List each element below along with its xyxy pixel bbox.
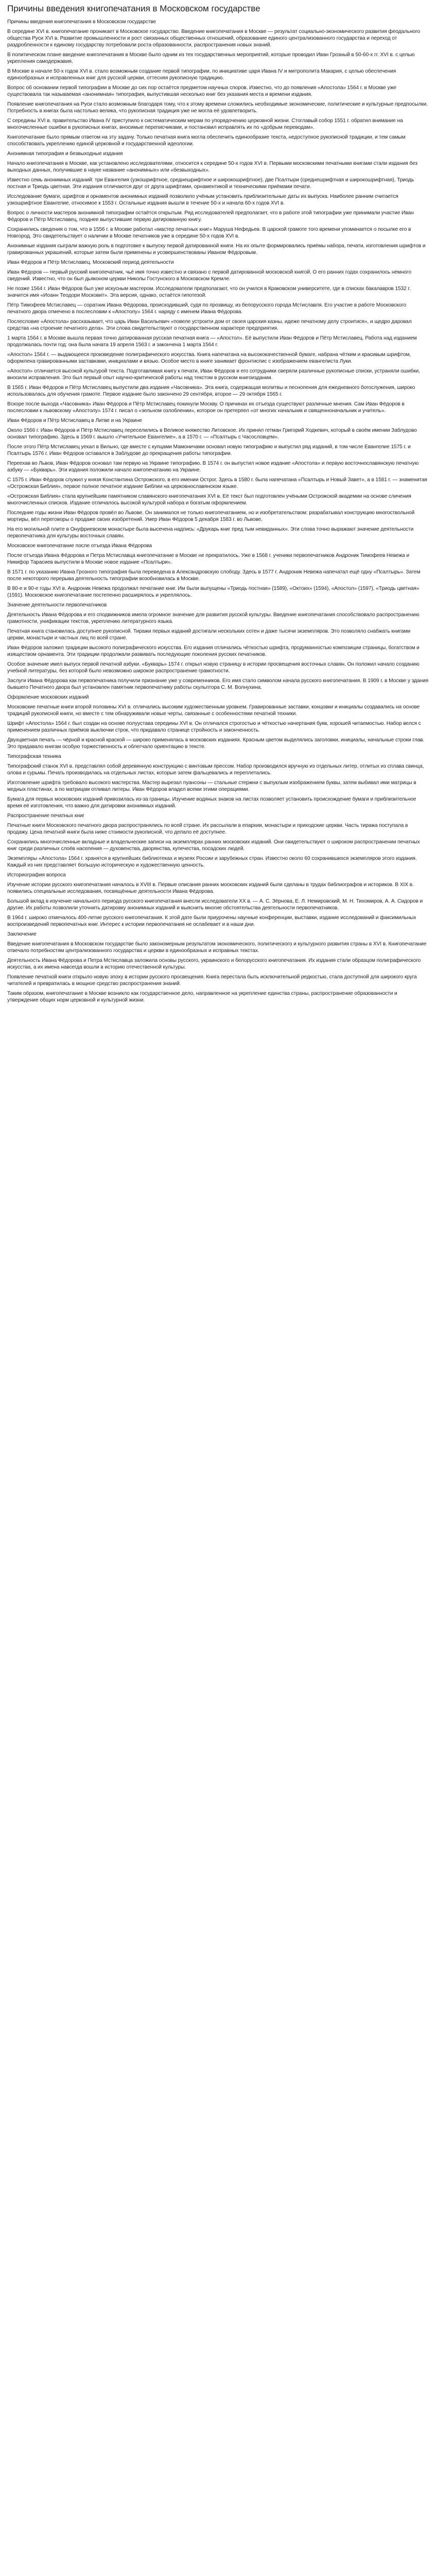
paragraph: Московские печатные книги второй половины XVI в. отличались высоким художественным уровнем. Гравированные заставки, концовки и инициалы создавались на основе традиций рукописной книги, но вместе с тем обнаруживали новые черты, связанные с особенностями печатной техники. bbox=[7, 704, 420, 717]
section-heading: Заключение bbox=[7, 931, 37, 937]
paragraph: Таким образом, книгопечатание в Москве возникло как государственное дело, направленное на укрепление единства страны, распространение образованности и утверждение общих норм церковной и культурной жизни. bbox=[7, 991, 397, 1003]
paragraph: В политическом плане введение книгопечатания в Москве было одним из тех государственных мероприятий, которые проводил Иван Грозный в 50-60-х гг. XVI в. с целью укрепления самодержавия. bbox=[7, 52, 415, 64]
paragraph: «Острожская Библия» стала крупнейшим памятником славянского книгопечатания XVI в. Её текст был подготовлен учёными Острожской академии на основе сличения многочисленных списков. Издание отличалось высокой культурой набора и богатым оформлением. bbox=[7, 494, 411, 506]
paragraph: С 1575 г. Иван Фёдоров служил у князя Константина Острожского, в его имении Острог. Здесь в 1580 г. была напечатана «Псалтырь и Новый Завет», а в 1581 г. — знаменитая «Острожская Библия», первое полное печатное издание Библии на церковнославянском языке. bbox=[7, 477, 427, 489]
paragraph: Печатные книги Московского печатного двора распространялись по всей стране. Их рассылали в епархии, монастыри и приходские церкви. Часть тиража поступала в продажу. Цена печатной книги была ниже стоимости рукописной, что делало её доступнее. bbox=[7, 823, 408, 835]
paragraph: Появление книгопечатания на Руси стало возможным благодаря тому, что к этому времени сложились необходимые экономические, политические и культурные предпосылки. Потребность в книгах была настолько велика, что рукописная традиция уже не могла её удовлетворить. bbox=[7, 101, 428, 114]
paragraph: Бумага для первых московских изданий привозилась из-за границы. Изучение водяных знаков на листах позволяет установить происхождение бумаги и приблизительное время её изготовления, что важно для датировки анонимных изданий. bbox=[7, 796, 416, 809]
section-heading: Иван Фёдоров и Пётр Мстиславец в Литве и на Украине bbox=[7, 418, 142, 423]
paragraph: В 80-е и 90-е годы XVI в. Андроник Невежа продолжал печатание книг. Им были выпущены «Триодь постная» (1589), «Октоих» (1594), «Апостол» (1597), «Триодь цветная» (1591). Московское книгопечатание постепенно расширялось и укреплялось. bbox=[7, 586, 420, 598]
paragraph: Книгопечатание было прямым ответом на эту задачу. Только печатная книга могла обеспечить единообразие текста, недоступное рукописной традиции, и тем самым способствовать укреплению единой церковной и государственной идеологии. bbox=[7, 134, 406, 147]
section-heading: Иван Фёдоров и Пётр Мстиславец. Московский период деятельности bbox=[7, 260, 174, 265]
paragraph: Заслуги Ивана Фёдорова как первопечатника получили признание уже у современников. Его имя стало символом начала русского книгопечатания. В 1909 г. в Москве у здания бывшего Печатного двора был установлен памятник первопечатнику работы скульптора С. М. Волнухина. bbox=[7, 678, 428, 690]
paragraph: Послесловие «Апостола» рассказывает, что царь Иван Васильевич «повеле устроити дом от своея царския казны, идеже печатному делу строитися», и щедро даровал средства «на строение печатного дела». Эти слова свидетельствуют о государственном характере предприятия. bbox=[7, 319, 412, 331]
section-heading: Типографская техника bbox=[7, 754, 61, 759]
paragraph: С середины XVI в. правительство Ивана IV приступило к систематическим мерам по упорядочению церковной жизни. Стоглавый собор 1551 г. обратил внимание на многочисленные ошибки в рукописных книгах, вносимые переписчиками, и постановил исправлять их по «добрым переводам». bbox=[7, 118, 403, 130]
paragraph: Начало книгопечатания в Москве, как установлено исследователями, относится к середине 50-х годов XVI в. Первыми московскими печатными книгами стали издания без выходных данных, получившие в науке название «анонимных» или «безвыходных». bbox=[7, 161, 417, 173]
paragraph: Сохранились многочисленные вкладные и владельческие записи на экземплярах ранних московских изданий. Они свидетельствуют о широком распространении печатных книг среди различных слоёв населения — духовенства, дворянства, купечества, посадских людей. bbox=[7, 839, 420, 852]
paragraph: После отъезда Ивана Фёдорова и Петра Мстиславца книгопечатание в Москве не прекратилось. Уже в 1568 г. ученики первопечатников Андроник Тимофеев Невежа и Никифор Тарасиев выпустили в Москве новое издание «Псалтыри». bbox=[7, 553, 409, 565]
paragraph: Иван Фёдоров заложил традиции высокого полиграфического искусства. Его издания отличались чёткостью шрифта, продуманностью композиции страницы, богатством и изяществом орнамента. Эти традиции продолжали развивать последующие поколения русских печатников. bbox=[7, 645, 420, 657]
paragraph: Введение книгопечатания в Московском государстве было закономерным результатом экономического, политического и культурного развития страны в XVI в. Книгопечатание отвечало потребностям централизованного государства и церкви в единообразных и исправных текстах. bbox=[7, 941, 427, 954]
paragraph: Типографский станок XVI в. представлял собой деревянную конструкцию с винтовым прессом. Набор производился вручную из отдельных литер, отлитых из сплава свинца, олова и сурьмы. Печать производилась на отдельных листах, которые затем фальцевались и переплетались. bbox=[7, 764, 424, 776]
page-title: Причины введения книгопечатания в Московском государстве bbox=[7, 4, 260, 13]
paragraph: «Апостол» 1564 г. — выдающееся произведение полиграфического искусства. Книга напечатана на высококачественной бумаге, набрана чётким и красивым шрифтом, оформлена гравированными заставками, инициалами и вязью. Особое место в книге занимает фронтиспис с изображением евангелиста Луки. bbox=[7, 352, 411, 364]
paragraph: 1 марта 1564 г. в Москве вышла первая точно датированная русская печатная книга — «Апостол». Её выпустили Иван Фёдоров и Пётр Мстиславец. Работа над изданием продолжалась почти год: она была начата 19 апреля 1563 г. и закончена 1 марта 1564 г. bbox=[7, 335, 417, 348]
paragraph: В 1571 г. по указанию Ивана Грозного типография была переведена в Александровскую слободу. Здесь в 1577 г. Андроник Невежа напечатал ещё одну «Псалтырь». Затем после некоторого перерыва деятельность типографии возобновилась в Москве. bbox=[7, 569, 421, 582]
section-heading: Распространение печатных книг bbox=[7, 813, 84, 819]
paragraph: Двухцветная печать — чёрной и красной краской — широко применялась в московских изданиях. Красным цветом выделялись заголовки, инициалы, начальные строки глав. Это придавало книгам особую торжественность и облегчало ориентацию в тексте. bbox=[7, 737, 425, 750]
paragraph: Известно семь анонимных изданий: три Евангелия (узкошрифтное, среднешрифтное и широкошрифтное), две Псалтыри (среднешрифтная и широкошрифтная), Триодь постная и Триодь цветная. Эти издания отличаются друг от друга шрифтами, орнаментикой и техническими приёмами печати. bbox=[7, 177, 414, 190]
paragraph: Причины введения книгопечатания в Московском государстве bbox=[7, 19, 156, 25]
paragraph: Вопрос об основании первой типографии в Москве до сих пор остаётся предметом научных споров. Известно, что до появления «Апостола» 1564 г. в Москве уже существовала так называемая «анонимная» типография, выпустившая несколько книг без указания места и времени издания. bbox=[7, 85, 396, 97]
section-heading: Анонимная типография и безвыходные издания bbox=[7, 151, 123, 157]
paragraph: Печатная книга становилась доступнее рукописной. Тиражи первых изданий достигали нескольких сотен и даже тысячи экземпляров. Это позволяло снабжать книгами церкви, монастыри и частных лиц по всей стране. bbox=[7, 629, 411, 641]
article-body bbox=[7, 19, 429, 1004]
paragraph: Не позже 1564 г. Иван Фёдоров был уже искусным мастером. Исследователи предполагают, что он учился в Краковском университете, где в списках бакалавров 1532 г. значится имя «Иоанн Теодори Московит». Эта версия, однако, остаётся гипотезой. bbox=[7, 286, 411, 298]
paragraph: Большой вклад в изучение начального периода русского книгопечатания внесли исследователи XX в. — А. С. Зёрнова, Е. Л. Немировский, М. Н. Тихомиров, А. А. Сидоров и другие. Их работы позволили уточнить датировку анонимных изданий и выяснить многие обстоятельства деятельности первопечатников. bbox=[7, 899, 423, 911]
paragraph: Вскоре после выхода «Часовника» Иван Фёдоров и Пётр Мстиславец покинули Москву. О причинах их отъезда существуют различные мнения. Сам Иван Фёдоров в послесловии к львовскому «Апостолу» 1574 г. писал о «зельном озлоблении», которое он претерпел «от многих начальник и священноначальник и учитель». bbox=[7, 401, 405, 414]
paragraph: Иван Фёдоров — первый русский книгопечатник, чьё имя точно известно и связано с первой датированной московской книгой. О его ранних годах сохранилось немного сведений. Известно, что он был дьяконом церкви Николы Гостунского в Московском Кремле. bbox=[7, 269, 411, 282]
paragraph: Сохранились сведения о том, что в 1556 г. в Москве работал «мастер печатных книг» Маруша Нефедьев. В царской грамоте того времени упоминается о посылке его в Новгород. Это свидетельствует о наличии в Москве печатников уже в середине 50-х годов XVI в. bbox=[7, 227, 411, 239]
paragraph: Вопрос о личности мастеров анонимной типографии остаётся открытым. Ряд исследователей предполагает, что в работе этой типографии уже принимали участие Иван Фёдоров и Пётр Мстиславец, позднее выпустившие первую датированную книгу. bbox=[7, 210, 414, 223]
paragraph: В Москве в начале 50-х годов XVI в. стало возможным создание первой типографии, по инициативе царя Ивана IV и митрополита Макария, с целью обеспечения единообразных и исправленных книг для русской церкви, оттесняя рукописную традицию. bbox=[7, 69, 396, 81]
paragraph: В 1964 г. широко отмечалось 400-летие русского книгопечатания. К этой дате были приурочены научные конференции, выставки, издание исследований и факсимильных воспроизведений первопечатных книг. Интерес к истории первопечатания не ослабевает и в наши дни. bbox=[7, 915, 416, 927]
paragraph: Изготовление шрифта требовало высокого мастерства. Мастер вырезал пуансоны — стальные стержни с выпуклым изображением буквы, затем выбивал ими матрицы в медных пластинах, а по матрицам отливал литеры. Иван Фёдоров владел всеми этими операциями. bbox=[7, 780, 416, 792]
paragraph: Шрифт «Апостола» 1564 г. был создан на основе полуустава середины XVI в. Он отличался строгостью и чёткостью начертания букв, хорошей читаемостью. Набор велся с применением различных приёмов выключки строк, что придавало странице стройность и законченность. bbox=[7, 721, 421, 733]
paragraph: Экземпляры «Апостола» 1564 г. хранятся в крупнейших библиотеках и музеях России и зарубежных стран. Известно около 60 сохранившихся экземпляров этого издания. Каждый из них представляет большую историческую и художественную ценность. bbox=[7, 856, 417, 868]
paragraph: «Апостол» отличается высокой культурой текста. Подготавливая книгу к печати, Иван Фёдоров и его сотрудники сверяли различные рукописные списки, устраняли ошибки, вносили исправления. Это был первый опыт научно-критической работы над текстом в русском книгоиздании. bbox=[7, 368, 420, 381]
section-heading: Оформление московских изданий bbox=[7, 694, 89, 700]
paragraph: Переехав во Львов, Иван Фёдоров основал там первую на Украине типографию. В 1574 г. он выпустил новое издание «Апостола» и первую восточнославянскую печатную азбуку — «Букварь». Эти издания положили начало книгопечатанию на Украине. bbox=[7, 461, 418, 473]
paragraph: Последние годы жизни Иван Фёдоров провёл во Львове. Он занимался не только книгопечатанием, но и изобретательством: разрабатывал конструкцию многоствольной мортиры, вёл переговоры о продаже своих изобретений. Умер Иван Фёдоров 5 декабря 1583 г. во Львове. bbox=[7, 510, 415, 522]
paragraph: Пётр Тимофеев Мстиславец — соратник Ивана Фёдорова, происходивший, судя по прозвищу, из белорусского города Мстиславля. Его участие в работе Московского печатного двора отмечено в послесловии к «Апостолу» 1564 г. наряду с именем Ивана Фёдорова. bbox=[7, 302, 407, 315]
paragraph: На его могильной плите в Онуфриевском монастыре была высечена надпись: «Друкарь книг пред тым невиданных». Эти слова точно выражают значение деятельности первопечатника для культуры восточных славян. bbox=[7, 527, 414, 539]
paragraph: Изучение истории русского книгопечатания началось в XVIII в. Первые описания ранних московских изданий были сделаны в трудах библиографов и историков. В XIX в. появились специальные исследования, посвящённые деятельности Ивана Фёдорова. bbox=[7, 882, 414, 894]
paragraph: После этого Пётр Мстиславец уехал в Вильно, где вместе с купцами Мамоничами основал новую типографию и выпустил ряд изданий, в том числе Евангелие 1575 г. и Псалтырь 1576 г. Иван Фёдоров оставался в Заблудове до прекращения работы типографии. bbox=[7, 444, 411, 456]
paragraph: В середине XVI в. книгопечатание проникает в Московское государство. Введение книгопечатания в Москве — результат социально-экономического развития феодального общества Руси XVI в. Развитие промышленности и рост связанных общественных отношений, образование единого централизованного государства и переход от раздробленности к единому государству потребовали роста образованности, распространения новых знаний. bbox=[7, 29, 421, 48]
paragraph: Около 1566 г. Иван Фёдоров и Пётр Мстиславец переселились в Великое княжество Литовское. Их принял гетман Григорий Ходкевич, который в своём имении Заблудово основал типографию. Здесь в 1569 г. вышло «Учительное Евангелие», а в 1570 г. — «Псалтырь с Часословцем». bbox=[7, 428, 417, 440]
paragraph: Деятельность Ивана Фёдорова и его сподвижников имела огромное значение для развития русской культуры. Введение книгопечатания способствовало распространению грамотности, унификации текстов, укреплению литературного языка. bbox=[7, 612, 420, 624]
section-heading: Значение деятельности первопечатников bbox=[7, 602, 107, 608]
section-heading: Московское книгопечатание после отъезда Ивана Фёдорова bbox=[7, 543, 152, 549]
paragraph: В 1565 г. Иван Фёдоров и Пётр Мстиславец выпустили два издания «Часовника». Эта книга, содержащая молитвы и песнопения для ежедневного богослужения, широко использовалась для обучения грамоте. Первое издание было закончено 29 сентября, второе — 29 октября 1565 г. bbox=[7, 385, 415, 397]
paragraph: Деятельность Ивана Фёдорова и Петра Мстиславца заложила основы русского, украинского и белорусского книгопечатания. Их издания стали образцом полиграфического искусства, а их имена навсегда вошли в историю отечественной культуры. bbox=[7, 958, 421, 970]
section-heading: Историография вопроса bbox=[7, 872, 66, 878]
paragraph: Особое значение имел выпуск первой печатной азбуки. «Букварь» 1574 г. открыл новую страницу в истории просвещения восточных славян. Он положил начало созданию учебной литературы, без которой было невозможно широкое распространение грамотности. bbox=[7, 662, 420, 674]
paragraph: Анонимные издания сыграли важную роль в подготовке к выпуску первой датированной книги. На их опыте формировались приёмы набора, печати, изготовления шрифтов и гравированных украшений, которые затем были применены и усовершенствованы Иваном Фёдоровым. bbox=[7, 243, 426, 256]
paragraph: Появление печатной книги открыло новую эпоху в истории русского просвещения. Книга перестала быть исключительной редкостью, стала доступной для широкого круга читателей и превратилась в мощное средство распространения знаний. bbox=[7, 974, 417, 987]
paragraph: Исследование бумаги, шрифтов и орнаментов анонимных изданий позволило учёным установить приблизительные даты их выпуска. Наиболее ранним считается узкошрифтное Евангелие, относимое к 1553 г. Остальные издания вышли в течение 50-х и начала 60-х годов XVI в. bbox=[7, 194, 398, 206]
